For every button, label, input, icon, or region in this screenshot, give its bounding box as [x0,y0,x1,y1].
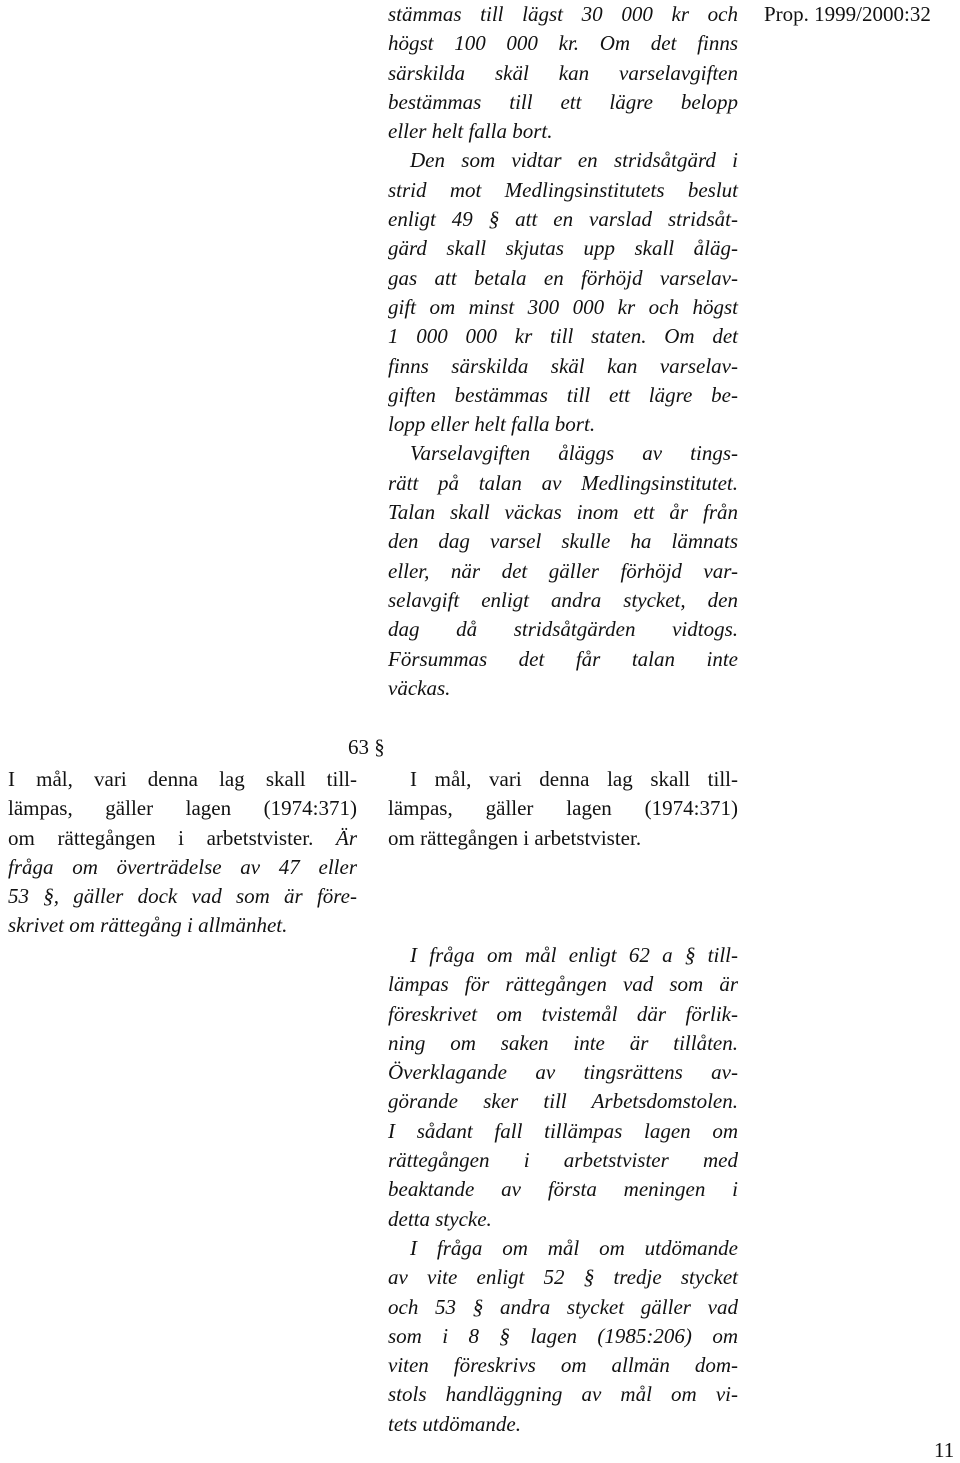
text-line: lämpas, gäller lagen (1974:371) [388,796,738,821]
text-line: gift om minst 300 000 kr och högst [388,294,738,319]
text-line: stämmas till lägst 30 000 kr och [388,2,738,26]
text-line: lopp eller helt falla bort. [388,412,596,437]
text-line: 53 §, gäller dock vad som är före- [8,884,357,909]
section-number: 63 § [348,735,385,759]
page-number: 11 [934,1438,955,1462]
paragraph-62a-cases [388,941,738,1234]
text-line: Överklagande av tingsrättens av- [388,1060,738,1085]
text-line: eller, när det gäller förhöjd var- [388,558,738,583]
text-line: lämpas, gäller lagen (1974:371) [8,796,357,821]
text-line: stols handläggning av mål om vi- [388,1382,738,1407]
text-line: rätt på talan av Medlingsinstitutet. [388,470,738,495]
text-line: I fråga om mål om utdömande [410,1235,738,1260]
text-line: viten föreskrivs om allmän dom- [388,1353,738,1378]
upper-right-column [388,0,738,703]
text-line: Talan skall väckas inom ett år från [388,500,738,525]
text-line: selavgift enligt andra stycket, den [388,587,738,612]
left-column-current-law [8,765,357,941]
text-segment: om rättegången i arbetstvister. [8,825,314,850]
paragraph-applicable-law [388,765,738,853]
text-line: som i 8 § lagen (1985:206) om [388,1323,738,1348]
lower-right-column-proposal [388,765,738,853]
text-line: gas att betala en förhöjd varselav- [388,265,738,290]
paragraph-fine-cases [388,1234,738,1439]
text-line: ning om saken inte är tillåten. [388,1030,738,1055]
paragraph-increased-penalty [388,146,738,439]
text-line: enligt 49 § att en varslad stridsåt- [388,207,738,232]
paragraph-penalty-amounts [388,0,738,146]
text-line: av vite enligt 52 § tredje stycket [388,1265,738,1290]
text-line: tets utdömande. [388,1411,521,1436]
text-line: 1 000 000 kr till staten. Om det [388,324,738,349]
text-line: I fråga om mål enligt 62 a § till- [410,943,738,967]
text-line: rättegången i arbetstvister med [388,1148,738,1173]
text-line: gärd skall skjutas upp skall åläg- [388,236,738,261]
text-line: skrivet om rättegång i allmänhet. [8,913,288,938]
text-line: om rättegången i arbetstvister. [388,825,642,850]
text-line: I sådant fall tillämpas lagen om [388,1118,738,1143]
text-line: finns särskilda skäl kan varselav- [388,353,738,378]
text-line: Försummas det får talan inte [388,646,738,671]
text-line: Varselavgiften åläggs av tings- [410,441,738,466]
text-line: detta stycke. [388,1206,492,1231]
text-line: dag då stridsåtgärden vidtogs. [388,617,738,642]
text-line: särskilda skäl kan varselavgiften [388,60,738,85]
text-line: strid mot Medlingsinstitutets beslut [388,177,738,202]
paragraph-court-action [388,439,738,703]
text-line: väckas. [388,675,451,700]
text-line: I mål, vari denna lag skall till- [410,767,738,791]
text-line: och 53 § andra stycket gäller vad [388,1294,738,1319]
text-line: högst 100 000 kr. Om det finns [388,31,738,56]
text-line: beaktande av första meningen i [388,1177,738,1202]
text-line: Den som vidtar en stridsåtgärd i [410,148,738,173]
proposition-reference: Prop. 1999/2000:32 [764,2,931,26]
text-line: görande sker till Arbetsdomstolen. [388,1089,738,1114]
text-segment-italic: Är [336,825,358,850]
text-line [8,824,357,853]
text-line: föreskrivet om tvistemål där förlik- [388,1001,738,1026]
text-line: eller helt falla bort. [388,119,553,144]
text-line: bestämmas till ett lägre belopp [388,89,738,114]
text-line: giften bestämmas till ett lägre be- [388,382,738,407]
text-line: den dag varsel skulle ha lämnats [388,529,738,554]
text-line: lämpas för rättegången vad som är [388,972,738,997]
lower-right-column-italic [388,941,738,1439]
text-line: fråga om överträdelse av 47 eller [8,854,357,879]
text-line: I mål, vari denna lag skall till- [8,767,357,791]
